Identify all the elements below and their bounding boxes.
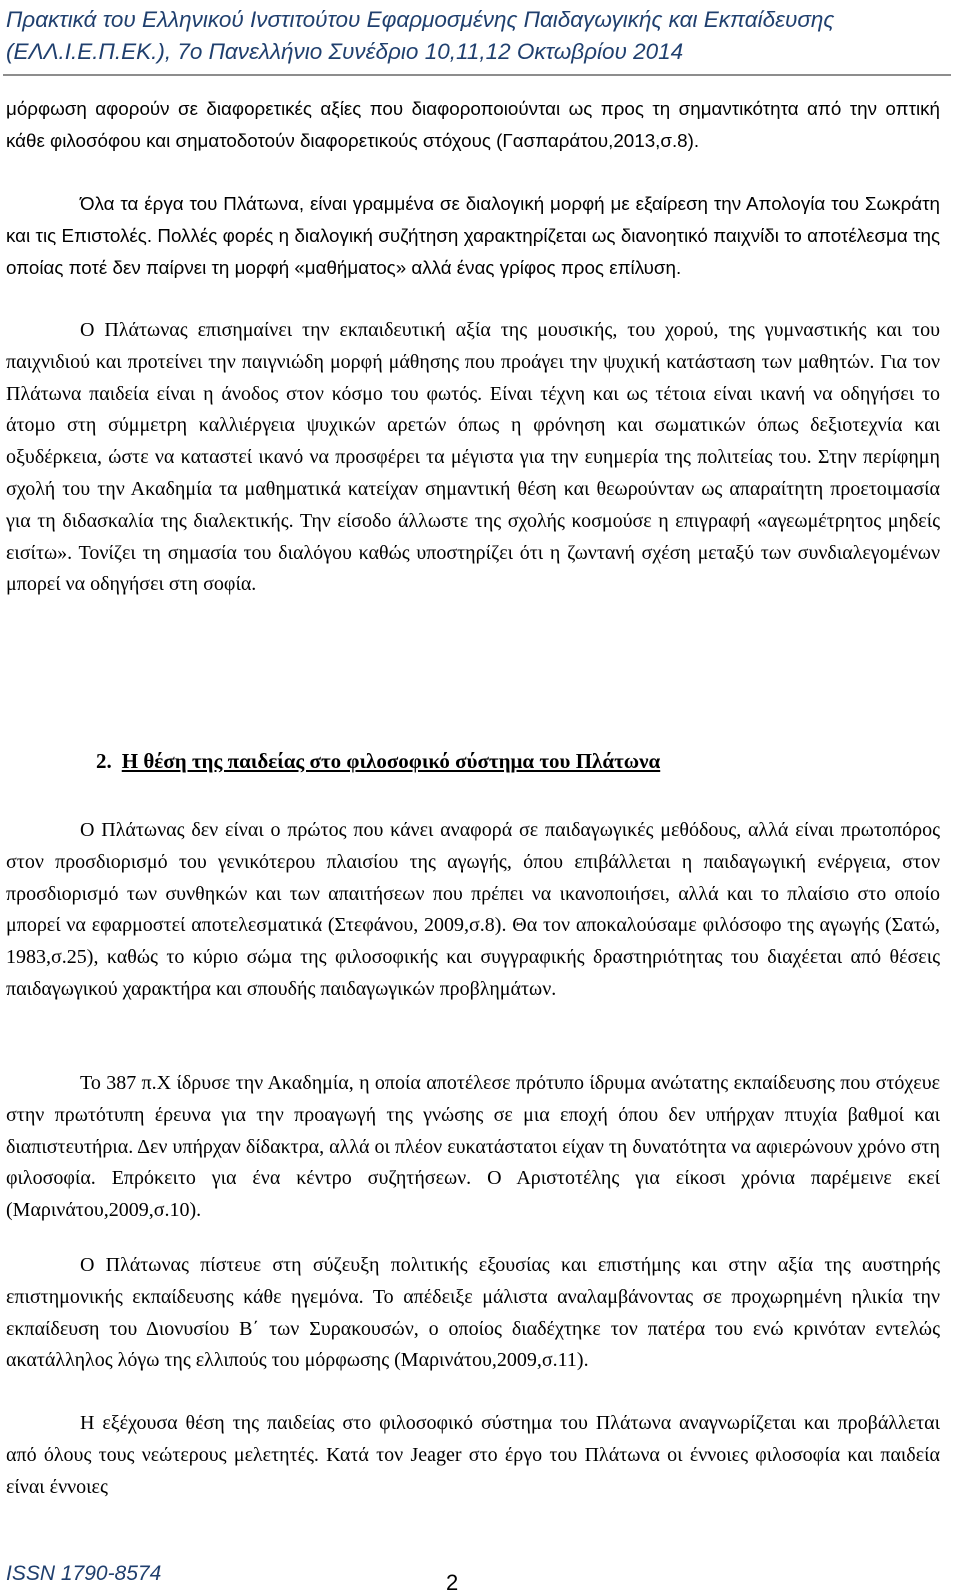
paragraph-1: μόρφωση αφορούν σε διαφορετικές αξίες που διαφοροποιούνται ως προς τη σημαντικότητα από την οπτική κάθε φιλοσόφου και σηματοδοτούν διαφορετικούς στόχους (Γασπαράτου,2013,σ.8). [6, 98, 940, 151]
section-paragraph-2: Το 387 π.Χ ίδρυσε την Ακαδημία, η οποία αποτέλεσε πρότυπο ίδρυμα ανώτατης εκπαίδευσης που στόχευε στην πρωτότυπη έρευνα για την προαγωγή της γνώσης σε μια εποχή όπου δεν υπήρχαν πτυχία βαθμοί και διαπιστευτήρια. Δεν υπήρχαν δίδακτρα, αλλά οι πλέον ευκατάστατοι είχαν τη δυνατότητα να αφιερώνουν χρόνο στη φιλοσοφία. Επρόκειτο για ένα κέντρο συζητήσεων. Ο Αριστοτέλης για είκοσι χρόνια παρέμεινε εκεί (Μαρινάτου,2009,σ.10). [6, 1072, 940, 1222]
section-number: 2. [96, 749, 112, 773]
paragraph-3: Ο Πλάτωνας επισημαίνει την εκπαιδευτική αξία της μουσικής, του χορού, της γυμναστικής και του παιχνιδιού και προτείνει την παιγνιώδη μορφή μάθησης που προάγει την ψυχική κατάσταση των μαθητών. Για τον Πλάτωνα παιδεία είναι η άνοδος στον κόσμο του φωτός. Είναι τέχνη και ως τέτοια είναι ικανή να οδηγήσει το άτομο στη σύμμετρη καλλιέργεια ψυχικών αρετών όπως η φρόνηση και σωματικών όπως δεξιοτεχνία και οξυδέρκεια, ώστε να καταστεί ικανό να προσφέρει τα μέγιστα για την ευημερία της πολιτείας του. Στην περίφημη σχολή του την Ακαδημία τα μαθηματικά κατείχαν σημαντική θέση και θεωρούνταν ως απαραίτητη προετοιμασία για τη διδασκαλία της διαλεκτικής. Την είσοδο άλλωστε της σχολής κοσμούσε η επιγραφή «αγεωμέτρητος μηδείς εισίτω». Τονίζει τη σημασία του διαλόγου καθώς υποστηρίζει ότι η ζωντανή σχέση μεταξύ των συνδιαλεγομένων μπορεί να οδηγήσει στη σοφία. [6, 319, 940, 596]
section-paragraph-1: Ο Πλάτωνας δεν είναι ο πρώτος που κάνει αναφορά σε παιδαγωγικές μεθόδους, αλλά είναι πρωτοπόρος στον προσδιορισμό του γενικότερου πλαισίου της αγωγής, όπου επιβάλλεται η παιδαγωγική ενέργεια, στον προσδιορισμό των συνθηκών και των απαιτήσεων που πρέπει να ικανοποιήσει, αλλά και το πλαίσιο στο οποίο μπορεί να εφαρμοστεί αποτελεσματικά (Στεφάνου, 2009,σ.8). Θα τον αποκαλούσαμε φιλόσοφο της αγωγής (Σατώ, 1983,σ.25), καθώς το κύριο σώμα της φιλοσοφικής και συγγραφικής δραστηριότητας του διαχέεται από θέσεις παιδαγωγικού χαρακτήρα και σπουδής παιδαγωγικών προβλημάτων. [6, 819, 940, 1000]
header-divider [3, 74, 951, 76]
section-paragraph-4: Η εξέχουσα θέση της παιδείας στο φιλοσοφικό σύστημα του Πλάτωνα αναγνωρίζεται και προβάλλεται από όλους τους νεώτερους μελετητές. Κατά τον Jeager στο έργο του Πλάτωνα οι έννοιες φιλοσοφία και παιδεία είναι έννοιες [6, 1412, 940, 1498]
header-line-1: Πρακτικά του Ελληνικού Ινστιτούτου Εφαρμοσμένης Παιδαγωγικής και Εκπαίδευσης [6, 7, 835, 32]
section-heading [96, 746, 660, 776]
issn-footer: ISSN 1790-8574 [6, 1562, 162, 1585]
running-header [6, 4, 956, 68]
section-paragraph-3: Ο Πλάτωνας πίστευε στη σύζευξη πολιτικής εξουσίας και επιστήμης και στην αξία της αυστηρής επιστημονικής εκπαίδευσης κάθε ηγεμόνα. Το απέδειξε μάλιστα αναλαμβάνοντας σε προχωρημένη ηλικία την εκπαίδευση του Διονυσίου Β΄ των Συρακουσών, ο οποίος διαδέχτηκε τον πατέρα του ενώ κρινόταν εντελώς ακατάλληλος λόγω της ελλιπούς του μόρφωσης (Μαρινάτου,2009,σ.11). [6, 1254, 940, 1372]
paragraph-2: Όλα τα έργα του Πλάτωνα, είναι γραμμένα σε διαλογική μορφή με εξαίρεση την Απολογία του Σωκράτη και τις Επιστολές. Πολλές φορές η διαλογική συζήτηση χαρακτηρίζεται ως διανοητικό παιχνίδι το αποτέλεσμα της οποίας ποτέ δεν παίρνει τη μορφή «μαθήματος» αλλά ένας γρίφος προς επίλυση. [6, 193, 940, 278]
header-line-2: (ΕΛΛ.Ι.Ε.Π.ΕΚ.), 7ο Πανελλήνιο Συνέδριο 10,11,12 Οκτωβρίου 2014 [6, 39, 684, 64]
section-title: Η θέση της παιδείας στο φιλοσοφικό σύστημα του Πλάτωνα [121, 749, 661, 773]
page-number: 2 [446, 1570, 459, 1595]
